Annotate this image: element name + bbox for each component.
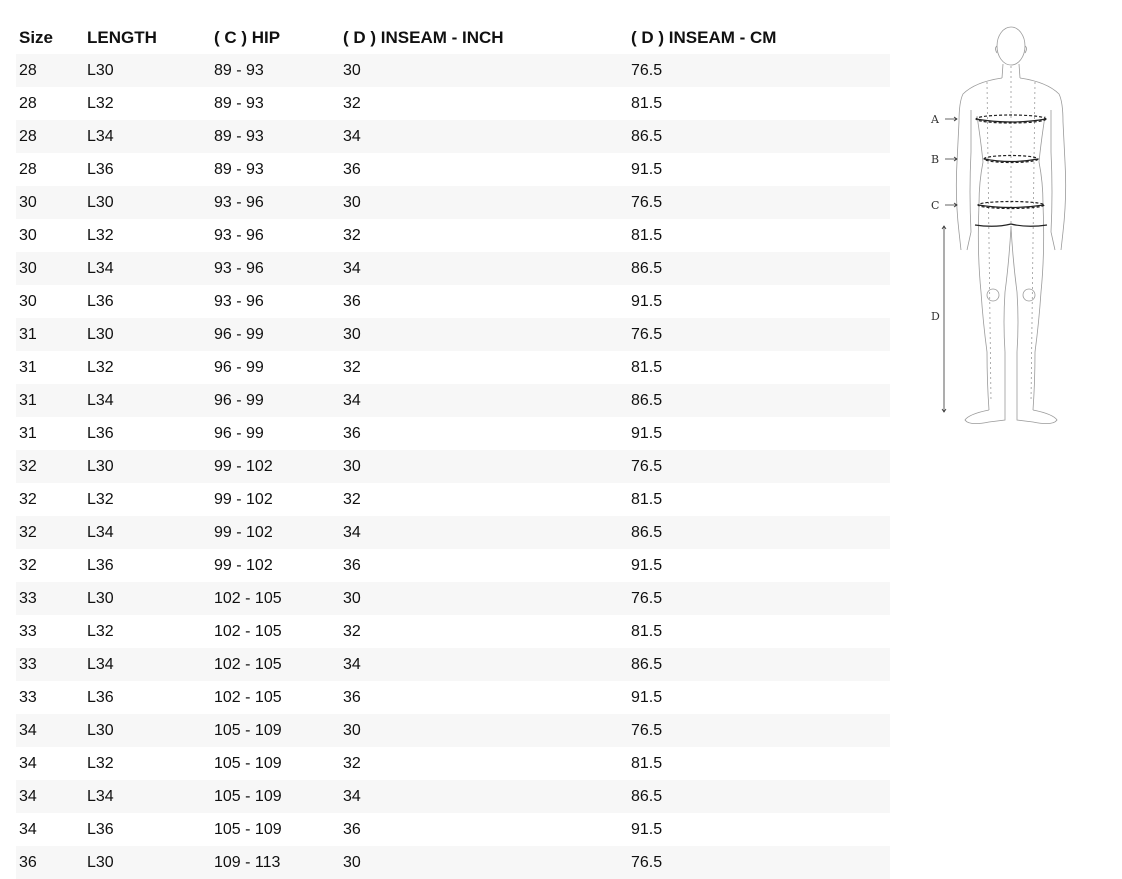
cell-inseam-inch: 30 <box>340 186 628 219</box>
cell-hip: 96 - 99 <box>211 318 340 351</box>
cell-hip: 99 - 102 <box>211 450 340 483</box>
cell-hip: 96 - 99 <box>211 384 340 417</box>
table-row <box>16 153 890 186</box>
cell-inseam-cm: 91.5 <box>631 424 663 442</box>
cell-hip: 102 - 105 <box>214 688 282 706</box>
cell-inseam-inch: 32 <box>343 754 361 772</box>
cell-length: L34 <box>84 780 211 813</box>
cell-inseam-inch: 36 <box>343 424 361 442</box>
table-header-row <box>16 21 890 54</box>
cell-hip: 99 - 102 <box>214 490 273 508</box>
cell-inseam-cm: 91.5 <box>631 160 663 178</box>
table-row <box>16 318 890 351</box>
cell-size: 28 <box>16 120 84 153</box>
cell-size: 32 <box>16 516 84 549</box>
cell-inseam-inch: 36 <box>343 556 361 574</box>
table-row <box>16 384 890 417</box>
cell-inseam-inch: 30 <box>340 54 628 87</box>
cell-inseam-inch: 36 <box>343 160 361 178</box>
table-row <box>16 417 890 450</box>
label-d: D <box>931 310 940 323</box>
cell-length: L32 <box>87 94 114 112</box>
cell-length: L32 <box>87 358 114 376</box>
cell-hip: 109 - 113 <box>211 846 340 879</box>
cell-inseam-cm: 86.5 <box>628 516 890 549</box>
cell-length: L34 <box>84 648 211 681</box>
cell-size: 30 <box>19 226 37 244</box>
size-chart-table <box>16 21 890 879</box>
table-row <box>16 714 890 747</box>
cell-size: 31 <box>19 424 37 442</box>
cell-hip: 96 - 99 <box>214 358 264 376</box>
header-inseam-cm: ( D ) INSEAM - CM <box>631 27 777 47</box>
cell-inseam-cm: 81.5 <box>631 94 663 112</box>
cell-inseam-cm: 91.5 <box>631 556 663 574</box>
cell-inseam-cm: 91.5 <box>631 820 663 838</box>
cell-size: 28 <box>19 160 37 178</box>
table-row <box>16 615 890 648</box>
cell-inseam-inch: 34 <box>340 648 628 681</box>
cell-size: 32 <box>16 450 84 483</box>
measurement-figure <box>925 22 1085 432</box>
cell-length: L36 <box>87 160 114 178</box>
cell-inseam-cm: 91.5 <box>631 688 663 706</box>
table-row <box>16 219 890 252</box>
table-row <box>16 747 890 780</box>
cell-size: 30 <box>16 186 84 219</box>
cell-size: 32 <box>19 556 37 574</box>
cell-size: 34 <box>19 820 37 838</box>
cell-size: 30 <box>19 292 37 310</box>
table-row <box>16 648 890 681</box>
body-outline-icon <box>925 22 1085 432</box>
cell-length: L32 <box>87 622 114 640</box>
cell-hip: 105 - 109 <box>214 820 282 838</box>
table-row <box>16 450 890 483</box>
cell-size: 33 <box>16 582 84 615</box>
cell-inseam-inch: 30 <box>340 714 628 747</box>
cell-length: L36 <box>87 820 114 838</box>
cell-inseam-cm: 81.5 <box>631 754 663 772</box>
cell-hip: 89 - 93 <box>211 120 340 153</box>
cell-hip: 99 - 102 <box>211 516 340 549</box>
cell-inseam-cm: 76.5 <box>628 318 890 351</box>
cell-length: L30 <box>84 54 211 87</box>
cell-length: L30 <box>84 714 211 747</box>
cell-inseam-inch: 34 <box>340 384 628 417</box>
cell-inseam-inch: 34 <box>340 516 628 549</box>
cell-inseam-inch: 30 <box>340 318 628 351</box>
cell-length: L36 <box>87 556 114 574</box>
label-a: A <box>931 113 939 126</box>
cell-size: 28 <box>16 54 84 87</box>
cell-length: L34 <box>84 516 211 549</box>
header-length: LENGTH <box>87 27 157 47</box>
label-c: C <box>931 199 940 212</box>
cell-inseam-cm: 81.5 <box>631 490 663 508</box>
cell-length: L36 <box>87 292 114 310</box>
cell-inseam-inch: 30 <box>340 450 628 483</box>
cell-length: L32 <box>87 490 114 508</box>
table-row <box>16 252 890 285</box>
cell-hip: 96 - 99 <box>214 424 264 442</box>
cell-hip: 105 - 109 <box>211 714 340 747</box>
cell-inseam-inch: 32 <box>343 358 361 376</box>
header-inseam-inch: ( D ) INSEAM - INCH <box>343 27 504 47</box>
cell-inseam-inch: 32 <box>343 490 361 508</box>
cell-size: 31 <box>19 358 37 376</box>
table-row <box>16 87 890 120</box>
cell-length: L36 <box>87 688 114 706</box>
cell-hip: 99 - 102 <box>214 556 273 574</box>
table-row <box>16 54 890 87</box>
table-body <box>16 54 890 879</box>
cell-inseam-inch: 32 <box>343 622 361 640</box>
table-row <box>16 681 890 714</box>
cell-size: 28 <box>19 94 37 112</box>
cell-length: L30 <box>84 582 211 615</box>
cell-size: 34 <box>19 754 37 772</box>
cell-length: L34 <box>84 252 211 285</box>
cell-inseam-inch: 34 <box>340 252 628 285</box>
cell-inseam-cm: 81.5 <box>631 358 663 376</box>
table-row <box>16 813 890 846</box>
cell-inseam-cm: 86.5 <box>628 384 890 417</box>
cell-length: L30 <box>84 846 211 879</box>
cell-inseam-cm: 81.5 <box>631 622 663 640</box>
cell-inseam-cm: 76.5 <box>628 714 890 747</box>
cell-length: L30 <box>84 450 211 483</box>
cell-inseam-cm: 81.5 <box>631 226 663 244</box>
cell-length: L36 <box>87 424 114 442</box>
header-hip: ( C ) HIP <box>214 27 281 47</box>
cell-size: 34 <box>16 714 84 747</box>
table-row <box>16 582 890 615</box>
cell-hip: 93 - 96 <box>214 292 264 310</box>
cell-size: 32 <box>19 490 37 508</box>
cell-hip: 105 - 109 <box>214 754 282 772</box>
cell-inseam-cm: 86.5 <box>628 120 890 153</box>
cell-size: 30 <box>16 252 84 285</box>
table-row <box>16 846 890 879</box>
cell-hip: 89 - 93 <box>214 94 264 112</box>
cell-inseam-cm: 76.5 <box>628 54 890 87</box>
cell-hip: 89 - 93 <box>214 160 264 178</box>
cell-hip: 105 - 109 <box>211 780 340 813</box>
table-row <box>16 120 890 153</box>
cell-hip: 93 - 96 <box>211 186 340 219</box>
table-row <box>16 483 890 516</box>
cell-length: L34 <box>84 120 211 153</box>
cell-length: L34 <box>84 384 211 417</box>
cell-size: 31 <box>16 318 84 351</box>
cell-inseam-cm: 86.5 <box>628 780 890 813</box>
cell-inseam-cm: 76.5 <box>628 846 890 879</box>
cell-hip: 102 - 105 <box>211 582 340 615</box>
cell-size: 34 <box>16 780 84 813</box>
cell-inseam-inch: 32 <box>343 226 361 244</box>
cell-inseam-inch: 34 <box>340 120 628 153</box>
cell-inseam-cm: 76.5 <box>628 582 890 615</box>
table-row <box>16 516 890 549</box>
cell-size: 36 <box>16 846 84 879</box>
table-row <box>16 186 890 219</box>
cell-length: L32 <box>87 226 114 244</box>
cell-inseam-inch: 36 <box>343 688 361 706</box>
label-b: B <box>931 153 940 166</box>
cell-size: 33 <box>19 622 37 640</box>
cell-length: L32 <box>87 754 114 772</box>
cell-inseam-inch: 34 <box>340 780 628 813</box>
cell-inseam-inch: 30 <box>340 582 628 615</box>
cell-hip: 102 - 105 <box>214 622 282 640</box>
cell-inseam-inch: 32 <box>343 94 361 112</box>
cell-inseam-inch: 36 <box>343 292 361 310</box>
cell-hip: 93 - 96 <box>214 226 264 244</box>
table-row <box>16 285 890 318</box>
cell-size: 31 <box>16 384 84 417</box>
cell-hip: 89 - 93 <box>211 54 340 87</box>
cell-inseam-inch: 30 <box>340 846 628 879</box>
cell-inseam-inch: 36 <box>343 820 361 838</box>
cell-size: 33 <box>16 648 84 681</box>
cell-size: 33 <box>19 688 37 706</box>
cell-hip: 93 - 96 <box>211 252 340 285</box>
cell-inseam-cm: 91.5 <box>631 292 663 310</box>
cell-inseam-cm: 86.5 <box>628 648 890 681</box>
cell-length: L30 <box>84 186 211 219</box>
header-size: Size <box>19 27 54 47</box>
cell-inseam-cm: 86.5 <box>628 252 890 285</box>
cell-inseam-cm: 76.5 <box>628 186 890 219</box>
table-row <box>16 780 890 813</box>
table-row <box>16 549 890 582</box>
cell-inseam-cm: 76.5 <box>628 450 890 483</box>
cell-length: L30 <box>84 318 211 351</box>
cell-hip: 102 - 105 <box>211 648 340 681</box>
table-row <box>16 351 890 384</box>
